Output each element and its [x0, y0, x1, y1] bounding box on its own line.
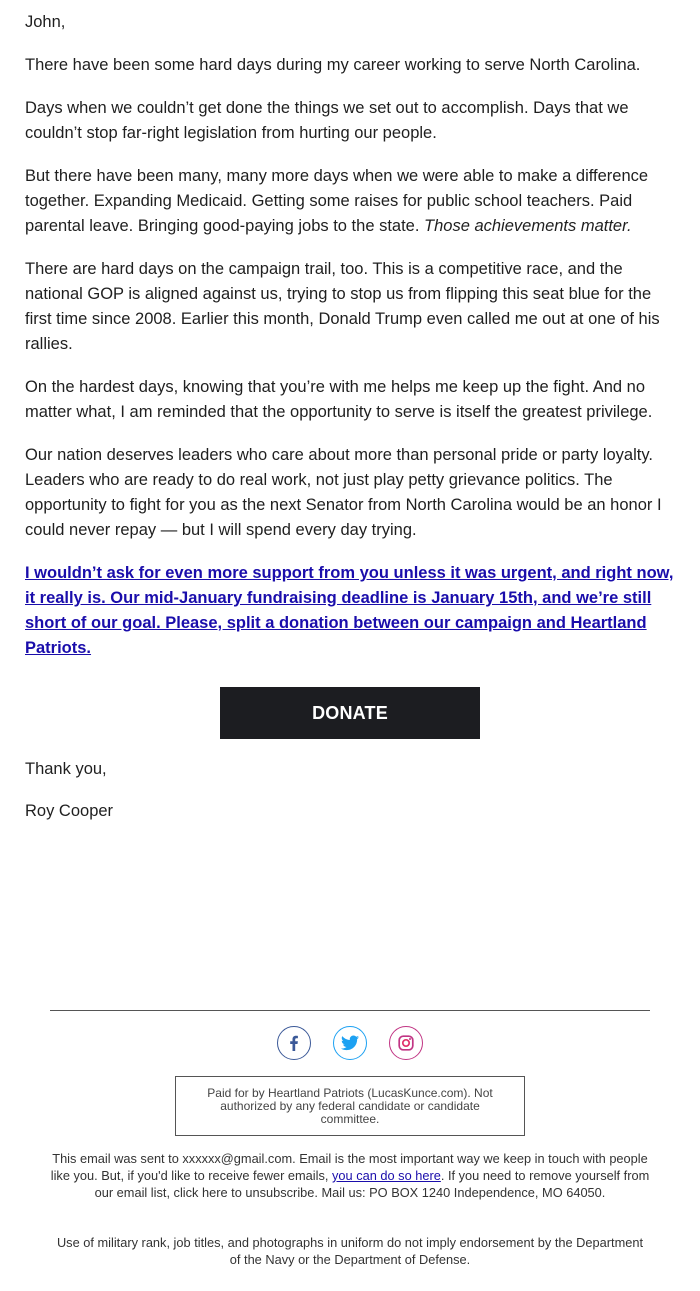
paragraph-1: There have been some hard days during my career working to serve North Carolina. [25, 56, 641, 74]
paragraph-2: Days when we couldn’t get done the things we set out to accomplish. Days that we couldn’t stop far-right legislation from hurting our people. [25, 99, 629, 142]
facebook-icon [286, 1035, 302, 1051]
instagram-icon [398, 1035, 414, 1051]
facebook-link[interactable] [277, 1026, 311, 1060]
paid-for-disclaimer [175, 1076, 525, 1136]
twitter-link[interactable] [333, 1026, 367, 1060]
signature: Roy Cooper [25, 802, 114, 820]
email-body [25, 10, 675, 679]
sent-to-prefix: This email was sent to [52, 1151, 183, 1166]
unsubscribe-text: . If you need to remove yourself from our email list, click here to unsubscribe. Mail us: PO BOX 1240 Independence, MO 64050. [94, 1168, 650, 1200]
donation-appeal-link[interactable]: I wouldn’t ask for even more support from you unless it was urgent, and right now, it really is. Our mid-January fundraising deadline is January 15th, and we’re still short of our goal. Please, split a donation between our campaign and Heartland Patriots. [25, 564, 674, 657]
paragraph-4: There are hard days on the campaign trail, too. This is a competitive race, and the national GOP is aligned against us, trying to stop us from flipping this seat blue for the first time since 2008. Earlier this month, Donald Trump even called me out at one of his rallies. [25, 260, 660, 353]
paragraph-3 [25, 164, 675, 239]
instagram-link[interactable] [389, 1026, 423, 1060]
military-disclaimer: Use of military rank, job titles, and photographs in uniform do not imply endorsement by the Department of the Navy or the Department of Defense. [56, 1235, 644, 1267]
paragraph-3-emphasis: Those achievements matter. [424, 217, 632, 235]
recipient-email: xxxxxx@gmail.com [182, 1151, 293, 1166]
paid-for-text: Paid for by Heartland Patriots (LucasKunce.com). Not authorized by any federal candidate or candidate committee. [207, 1085, 493, 1126]
footer-notice [50, 1150, 650, 1201]
paragraph-3-text: But there have been many, many more days when we were able to make a difference together. Expanding Medicaid. Getting some raises for public school teachers. Paid parental leave. Bringing good-paying jobs to the state. [25, 167, 649, 235]
sent-to-suffix: . Email is the most important way we keep in touch with people like you. But, if you'd like to receive fewer emails, [50, 1151, 648, 1183]
footer-divider [50, 1010, 650, 1011]
fewer-emails-link[interactable]: you can do so here [332, 1168, 441, 1183]
donate-button[interactable]: DONATE [220, 687, 480, 739]
twitter-icon [341, 1035, 359, 1051]
cta-paragraph [25, 561, 675, 661]
greeting: John, [25, 13, 66, 31]
paragraph-5: On the hardest days, knowing that you’re with me helps me keep up the fight. And no matter what, I am reminded that the opportunity to serve is itself the greatest privilege. [25, 378, 653, 421]
paragraph-6: Our nation deserves leaders who care about more than personal pride or party loyalty. Leaders who are ready to do real work, not just play petty grievance politics. The opportunity to fight for you as the next Senator from North Carolina would be an honor I could never repay — but I will spend every day trying. [25, 446, 662, 539]
closing-thanks: Thank you, [25, 760, 107, 778]
donate-button-container [220, 687, 480, 739]
social-links [0, 1026, 700, 1062]
